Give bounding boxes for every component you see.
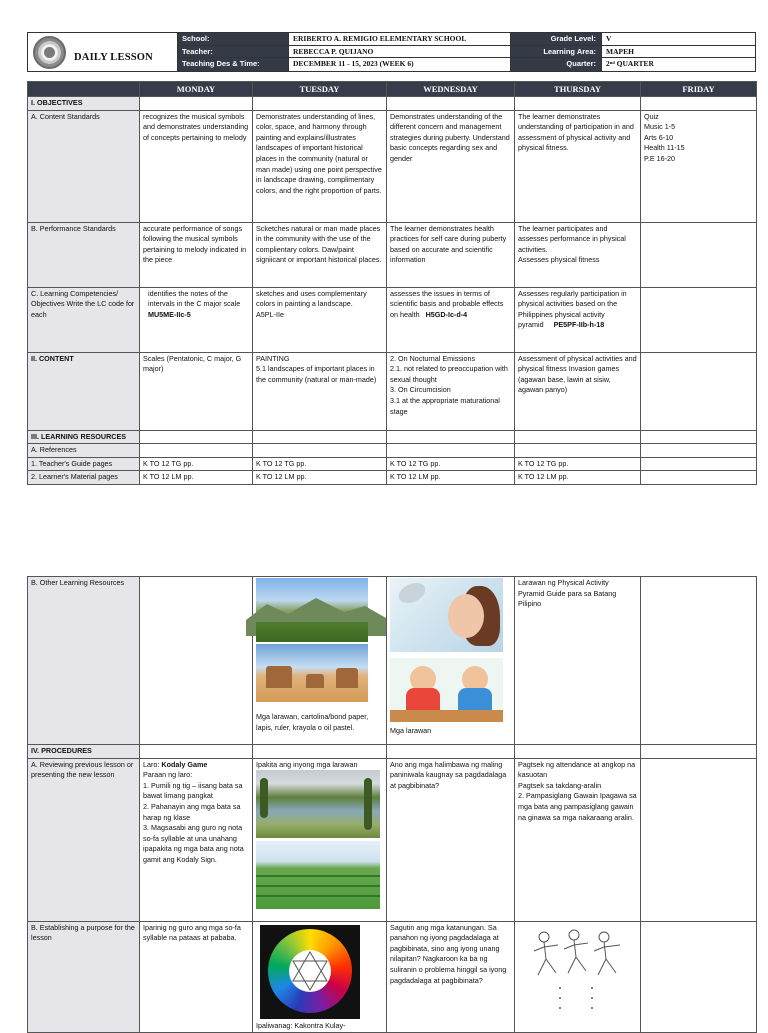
content-wed: 2. On Nocturnal Emissions 2.1. not related to preoccupation with sexual thought 3. On Circumcision 3.1 at the appropriate maturational stage: [387, 352, 515, 430]
header-row-date: [178, 58, 756, 71]
learners-material-tue: K TO 12 LM pp.: [253, 471, 387, 485]
competencies-row: [28, 287, 757, 352]
competencies-thu-code: PE5PF-IIb-h-18: [553, 320, 605, 330]
performance-standards-row: [28, 222, 757, 287]
content-standards-fri: Quiz Music 1-5 Arts 6-10 Health 11-15 P.E 16-20: [641, 110, 757, 222]
other-resources-row: [28, 577, 757, 745]
color-wheel-star-icon: [289, 950, 331, 992]
competencies-tue-code: A5PL-IIe: [256, 309, 284, 319]
performance-standards-thu: The learner participates and assesses performance in physical activities. Assesses physical fitness: [515, 222, 641, 287]
grade-value: V: [601, 33, 756, 45]
learners-material-wed: K TO 12 LM pp.: [387, 471, 515, 485]
exercise-sketch-image: [530, 925, 624, 1025]
color-wheel-image: [260, 925, 360, 1019]
purpose-tue: [253, 921, 387, 1033]
header-row-school: [178, 33, 756, 46]
kids-eating-image: [390, 658, 503, 722]
purpose-tue-text: Ipaliwanag: Kakontra Kulay-: [256, 1020, 346, 1030]
deped-seal-icon: [33, 36, 66, 69]
competencies-thu: [515, 287, 641, 352]
competencies-fri: [641, 287, 757, 352]
review-mon-prefix: Laro:: [143, 759, 162, 769]
competencies-mon-text: identifies the notes of the intervals in the C major scale: [148, 288, 241, 309]
objectives-table: [27, 81, 757, 485]
performance-standards-tue: Scketches natural or man made places in the community with the use of the complientary colors. Daw/paint signiicant or important historical places.: [253, 222, 387, 287]
objectives-section-row: [28, 97, 757, 111]
content-standards-mon: recognizes the musical symbols and demonstrates understanding of concepts pertaining to melody: [140, 110, 253, 222]
other-resources-label: B. Other Learning Resources: [28, 577, 140, 745]
purpose-label: B. Establishing a purpose for the lesson: [28, 921, 140, 1033]
date-value: DECEMBER 11 - 15, 2023 (WEEK 6): [288, 58, 510, 71]
competencies-label: C. Learning Competencies/ Objectives Write the LC code for each: [28, 287, 140, 352]
objectives-title: I. OBJECTIVES: [28, 97, 140, 111]
other-resources-thu: Larawan ng Physical Activity Pyramid Guide para sa Batang Pilipino: [515, 577, 641, 745]
performance-standards-fri: [641, 222, 757, 287]
review-mon-game: Kodaly Game: [161, 759, 208, 769]
lesson-header: [27, 32, 756, 72]
teachers-guide-tue: K TO 12 TG pp.: [253, 457, 387, 471]
other-resources-wed-text: Mga larawan: [390, 726, 432, 735]
date-label: Teaching Des & Time:: [178, 58, 288, 71]
review-tue: [253, 758, 387, 921]
area-value: MAPEH: [601, 46, 756, 58]
grade-label: Grade Level:: [510, 33, 601, 45]
review-wed: Ano ang mga halimbawa ng maling paniniwala kaugnay sa pagdadalaga at pagbibinata?: [387, 758, 515, 921]
day-header-blank: [28, 82, 140, 97]
learners-material-thu: K TO 12 LM pp.: [515, 471, 641, 485]
teacher-value: REBECCA P. QUIJANO: [288, 46, 510, 58]
content-row: [28, 352, 757, 430]
review-row: [28, 758, 757, 921]
competencies-mon-code: MU5ME-IIc-5: [148, 309, 191, 319]
lake-landscape-image: [256, 770, 380, 838]
review-tue-text: Ipakita ang inyong mga larawan: [256, 759, 358, 769]
header-row-teacher: [178, 46, 756, 59]
content-standards-row: [28, 110, 757, 222]
teachers-guide-mon: K TO 12 TG pp.: [140, 457, 253, 471]
day-monday: MONDAY: [140, 82, 253, 97]
other-resources-wed: [387, 577, 515, 745]
day-header-row: [28, 82, 757, 97]
quarter-value: 2ⁿᵈ QUARTER: [601, 58, 756, 71]
header-title: DAILY LESSON: [74, 52, 153, 63]
teachers-guide-thu: K TO 12 TG pp.: [515, 457, 641, 471]
competencies-tue: [253, 287, 387, 352]
teachers-guide-wed: K TO 12 TG pp.: [387, 457, 515, 471]
references-row: [28, 444, 757, 458]
purpose-wed: Sagutin ang mga katanungan. Sa panahon ng iyong pagdadalaga at pagbibinata, sino ang iyong unang nilapitan? Nagkaroon ka ba ng suliranin o problema hinggil sa iyong pagdadalaga at pagbibinata?: [387, 921, 515, 1033]
day-tuesday: TUESDAY: [253, 82, 387, 97]
quarter-label: Quarter:: [510, 58, 601, 71]
procedures-section-row: [28, 745, 757, 759]
purpose-mon: Iparinig ng guro ang mga so-fa syllable na pataas at pababa.: [140, 921, 253, 1033]
day-friday: FRIDAY: [641, 82, 757, 97]
performance-standards-mon: accurate performance of songs following the musical symbols pertaining to melody indicated in the piece: [140, 222, 253, 287]
school-value: ERIBERTO A. REMIGIO ELEMENTARY SCHOOL: [288, 33, 510, 45]
performance-standards-label: B. Performance Standards: [28, 222, 140, 287]
references-label: A. References: [28, 444, 140, 458]
competencies-wed: [387, 287, 515, 352]
competencies-wed-code: H5GD-Ic-d-4: [425, 309, 468, 319]
procedures-table: [27, 576, 757, 1033]
performance-standards-wed: The learner demonstrates health practices for self care during puberty based on accurate and scientific information: [387, 222, 515, 287]
content-fri: [641, 352, 757, 430]
resources-section-row: [28, 430, 757, 444]
other-resources-tue: [253, 577, 387, 745]
school-label: School:: [178, 33, 288, 45]
competencies-tue-text: sketches and uses complementary colors in painting a landscape.: [256, 288, 367, 309]
desert-landscape-image: [256, 644, 368, 702]
area-label: Learning Area:: [510, 46, 601, 58]
competencies-wed-text: assesses the issues in terms of scientific basis and probable effects on health: [390, 288, 504, 319]
teacher-label: Teacher:: [178, 46, 288, 58]
review-thu: Pagtsek ng attendance at angkop na kasuotan Pagtsek sa takdang-aralin 2. Pampasiglang Gawain Ipagawa sa mga bata ang pampasiglang gawain na ginawa sa mga nakaraang aralin.: [515, 758, 641, 921]
competencies-thu-text: Assesses regularly participation in physical activities based on the Philippines physical activity pyramid: [518, 288, 627, 330]
learners-material-mon: K TO 12 LM pp.: [140, 471, 253, 485]
content-mon: Scales (Pentatonic, C major, G major): [140, 352, 253, 430]
content-standards-wed: Demonstrates understanding of the different concern and management strategies during puberty. Understand basic concepts regarding sex and gender: [387, 110, 515, 222]
mountain-landscape-image: [256, 578, 368, 642]
content-standards-thu: The learner demonstrates understanding of participation in and assessment of physical activity and physical fitness.: [515, 110, 641, 222]
learners-material-row: [28, 471, 757, 485]
other-resources-tue-text: Mga larawan, cartolina/bond paper, lapis, ruler, krayola o oil pastel.: [256, 712, 369, 732]
content-standards-tue: Demonstrates understanding of lines, color, space, and harmony through painting and explains/illustrates landscapes of important historical places in the community (natural or man made) using one point perspective in landscape drawing, complimentary colors, and the right proportion of parts.: [253, 110, 387, 222]
day-thursday: THURSDAY: [515, 82, 641, 97]
review-mon-text: Paraan ng laro: 1. Pumili ng tig – iisang bata sa bawat limang pangkat 2. Pahanayin ang mga bata sa harap ng klase 3. Magsasabi ang guro ng nota so-fa syllable at una unahang ipapakita ng mga bata ang nota gamit ang Kodaly Sign.: [143, 770, 244, 864]
header-brand: [28, 33, 178, 71]
procedures-title: IV. PROCEDURES: [28, 745, 140, 759]
purpose-thu: [515, 921, 641, 1033]
shower-image: [390, 578, 503, 652]
resources-title: III. LEARNING RESOURCES: [28, 430, 140, 444]
content-tue: PAINTING 5.1 landscapes of important places in the community (natural or man-made): [253, 352, 387, 430]
content-label: II. CONTENT: [28, 352, 140, 430]
day-wednesday: WEDNESDAY: [387, 82, 515, 97]
review-mon: [140, 758, 253, 921]
content-standards-label: A. Content Standards: [28, 110, 140, 222]
content-thu: Assessment of physical activities and physical fitness Invasion games (agawan base, lawin at sisiw, agawan panyo): [515, 352, 641, 430]
purpose-row: [28, 921, 757, 1033]
review-label: A. Reviewing previous lesson or presenting the new lesson: [28, 758, 140, 921]
teachers-guide-row: [28, 457, 757, 471]
learners-material-label: 2. Learner's Material pages: [28, 471, 140, 485]
teachers-guide-label: 1. Teacher's Guide pages: [28, 457, 140, 471]
competencies-mon: [140, 287, 253, 352]
rice-field-image: [256, 841, 380, 909]
